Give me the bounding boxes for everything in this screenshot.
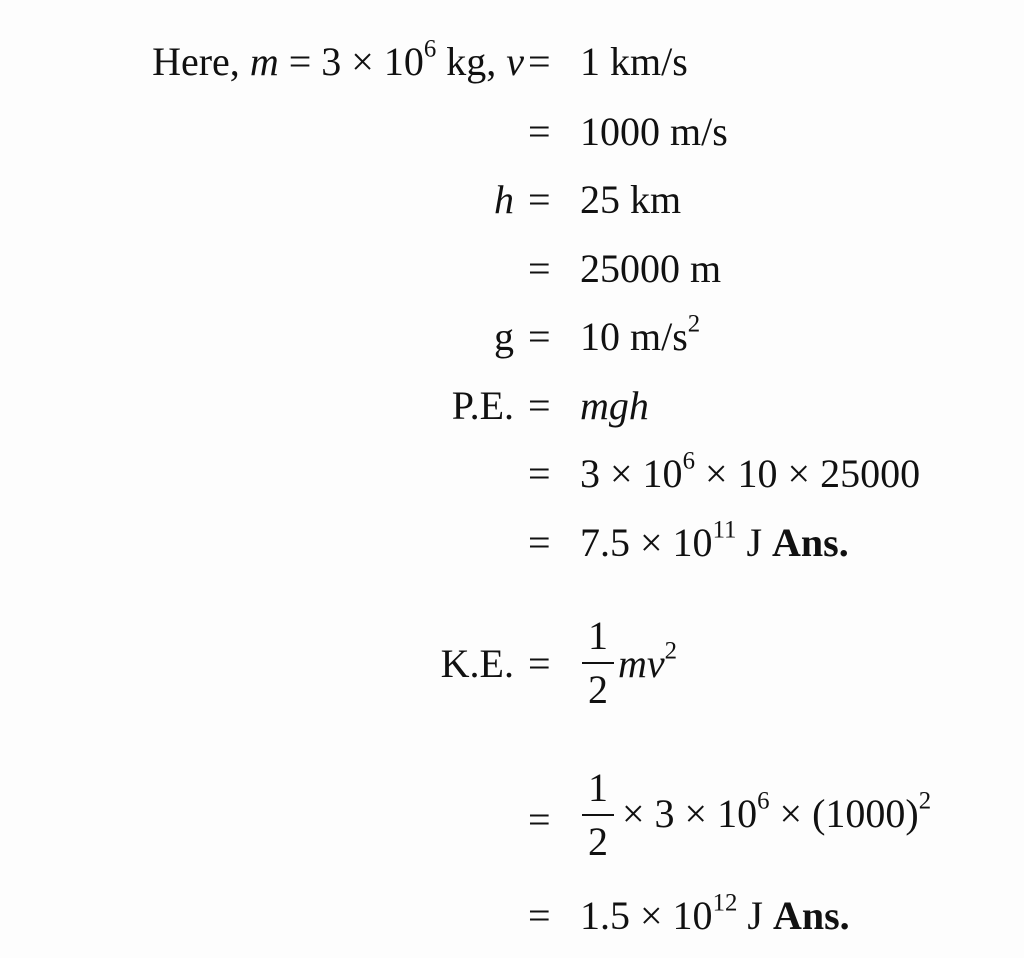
ke-sub-part-b: × (1000) xyxy=(769,791,919,836)
height-symbol: h xyxy=(494,177,514,222)
pe-answer-exponent: 11 xyxy=(712,516,737,544)
mass-symbol: m xyxy=(249,39,279,84)
ke-formula-line xyxy=(0,640,1024,700)
velocity-symbol: v xyxy=(506,39,524,84)
half-fraction xyxy=(580,612,616,712)
velocity-ms-value: 1000 m/s xyxy=(580,109,728,154)
ke-answer-exponent: 12 xyxy=(712,889,738,917)
ke-formula-rest xyxy=(618,637,678,687)
pe-answer-unit: J xyxy=(736,520,763,565)
pe-sub-exponent: 6 xyxy=(682,447,695,475)
equals-sign: = xyxy=(528,39,551,84)
answer-label: Ans. xyxy=(772,893,850,938)
pe-answer xyxy=(580,516,849,566)
equals-sign: = xyxy=(528,109,551,154)
equals-sign: = xyxy=(528,451,551,496)
fraction-denominator: 2 xyxy=(588,819,608,864)
ke-answer-unit: J xyxy=(737,893,763,938)
gravity-value xyxy=(580,310,701,360)
ke-sub-exponent-2: 2 xyxy=(918,787,932,815)
ke-answer xyxy=(580,889,850,939)
mass-value: = 3 × 10 xyxy=(288,39,424,84)
velocity-converted-line xyxy=(0,108,1024,168)
given-lhs xyxy=(152,35,524,85)
gravity-line xyxy=(0,310,1024,373)
pe-label: P.E. xyxy=(451,383,514,428)
pe-formula: mgh xyxy=(580,383,649,428)
ke-answer-line xyxy=(0,889,1024,952)
pe-answer-part-a: 7.5 × 10 xyxy=(580,520,713,565)
given-mass-velocity-line xyxy=(0,35,1024,98)
equals-sign: = xyxy=(528,520,551,565)
pe-substitution-line xyxy=(0,447,1024,510)
ke-answer-part-a: 1.5 × 10 xyxy=(580,893,713,938)
fraction-bar xyxy=(582,662,614,664)
ke-sub-part-a: × 3 × 10 xyxy=(622,791,758,836)
ke-substitution-rest xyxy=(622,787,932,837)
equals-sign: = xyxy=(528,893,551,938)
pe-sub-part-a: 3 × 10 xyxy=(580,451,683,496)
equals-sign: = xyxy=(528,314,551,359)
equals-sign: = xyxy=(528,797,551,842)
half-fraction xyxy=(580,764,616,864)
equals-sign: = xyxy=(528,641,551,686)
pe-sub-part-b: × 10 × 25000 xyxy=(694,451,921,496)
ke-sub-exponent: 6 xyxy=(757,787,770,815)
height-m-value: 25000 m xyxy=(580,246,722,291)
velocity-value: 1 km/s xyxy=(580,39,688,84)
here-label: Here, xyxy=(152,39,240,84)
gravity-exponent: 2 xyxy=(687,310,701,338)
pe-answer-line xyxy=(0,516,1024,579)
pe-formula-line xyxy=(0,382,1024,442)
height-line xyxy=(0,176,1024,236)
gravity-symbol: g xyxy=(494,314,514,359)
equals-sign: = xyxy=(528,177,551,222)
height-converted-line xyxy=(0,245,1024,305)
pe-substitution xyxy=(580,447,921,497)
height-value: 25 km xyxy=(580,177,682,222)
answer-label: Ans. xyxy=(772,520,849,565)
equals-sign: = xyxy=(528,383,551,428)
ke-label: K.E. xyxy=(440,641,514,686)
fraction-bar xyxy=(582,814,614,816)
ke-mv: mv xyxy=(618,641,665,686)
mass-exponent: 6 xyxy=(423,35,437,63)
fraction-numerator: 1 xyxy=(588,765,608,810)
fraction-denominator: 2 xyxy=(588,667,608,712)
gravity-base: 10 m/s xyxy=(580,314,688,359)
fraction-numerator: 1 xyxy=(588,613,608,658)
equals-sign: = xyxy=(528,246,551,291)
mass-unit: kg, xyxy=(446,39,497,84)
ke-exponent: 2 xyxy=(664,637,678,665)
